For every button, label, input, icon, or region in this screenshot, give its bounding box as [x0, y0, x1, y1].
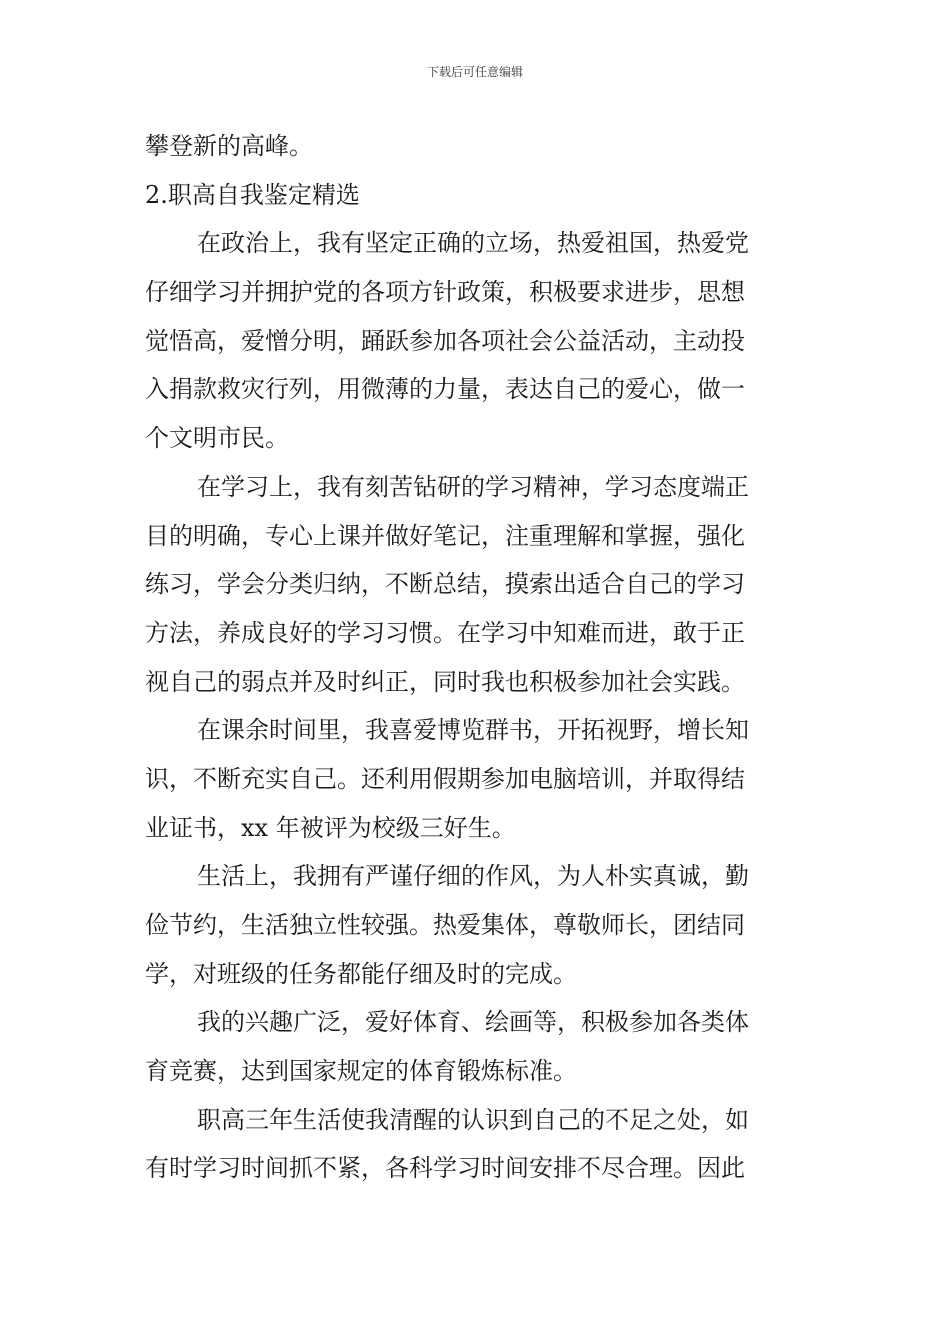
text-line: 入捐款救灾行列，用微薄的力量，表达自己的爱心，做一 [145, 375, 745, 404]
text-line: 视自己的弱点并及时纠正，同时我也积极参加社会实践。 [145, 667, 745, 696]
text-line: 有时学习时间抓不紧，各科学习时间安排不尽合理。因此 [145, 1154, 745, 1183]
text-line: 在学习上，我有刻苦钻研的学习精神，学习态度端正 [197, 472, 749, 501]
text-line: 2.职高自我鉴定精选 [145, 180, 360, 209]
text-line: 个文明市民。 [145, 424, 289, 453]
text-line: 仔细学习并拥护党的各项方针政策，积极要求进步，思想 [145, 278, 745, 307]
document-body [145, 122, 807, 1193]
text-line: 俭节约，生活独立性较强。热爱集体，尊敬师长，团结同 [145, 911, 745, 939]
text-line: 我的兴趣广泛，爱好体育、绘画等，积极参加各类体 [197, 1008, 749, 1037]
text-line: 觉悟高，爱憎分明，踊跃参加各项社会公益活动，主动投 [145, 326, 745, 355]
text-line: 练习，学会分类归纳，不断总结，摸索出适合自己的学习 [145, 570, 745, 599]
text-line: 在政治上，我有坚定正确的立场，热爱祖国，热爱党 [197, 229, 749, 258]
text-line: 育竞赛，达到国家规定的体育锻炼标准。 [145, 1057, 577, 1086]
text-line: 生活上，我拥有严谨仔细的作风，为人朴实真诚，勤 [197, 862, 749, 891]
text-line: 目的明确，专心上课并做好笔记，注重理解和掌握，强化 [145, 521, 745, 550]
text-line: 方法，养成良好的学习习惯。在学习中知难而进，敢于正 [145, 618, 745, 647]
page-header: 下载后可任意编辑 [426, 65, 523, 79]
text-line: 职高三年生活使我清醒的认识到自己的不足之处，如 [197, 1105, 749, 1134]
text-line: 学，对班级的任务都能仔细及时的完成。 [145, 959, 577, 988]
text-line: 业证书，xx 年被评为校级三好生。 [145, 813, 516, 842]
text-line: 在课余时间里，我喜爱博览群书，开拓视野，增长知 [197, 716, 749, 745]
text-line: 识，不断充实自己。还利用假期参加电脑培训，并取得结 [145, 764, 745, 793]
text-line: 攀登新的高峰。 [145, 132, 313, 160]
